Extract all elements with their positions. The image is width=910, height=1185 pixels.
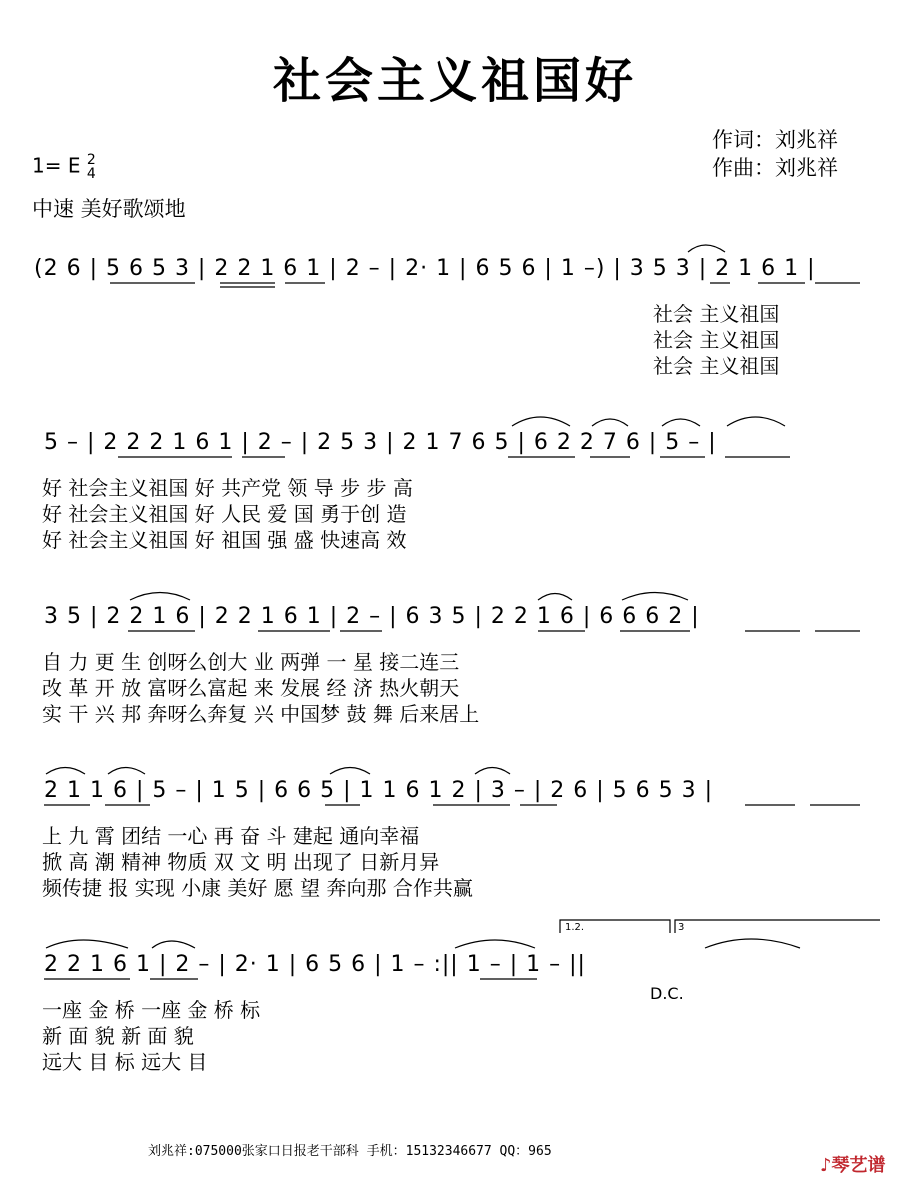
contact-footer: 刘兆祥:075000张家口日报老干部科 手机：15132346677 QQ：965 [148,1144,552,1159]
system-1-lyric-1: 社会 主义祖国 [653,302,780,326]
system-4-lyric-3: 频传捷 报 实现 小康 美好 愿 望 奔向那 合作共赢 [42,876,473,900]
system-3-lyric-3: 实 干 兴 邦 奔呀么奔复 兴 中国梦 鼓 舞 后来居上 [42,702,480,726]
song-title: 社会主义祖国好 [272,53,637,109]
volta-first-label: 1.2. [565,922,585,933]
system-4-lyric-2: 掀 高 潮 精神 物质 双 文 明 出现了 日新月异 [42,850,440,874]
system-4-lyric-1: 上 九 霄 团结 一心 再 奋 斗 建起 通向幸福 [42,824,420,848]
system-2-lyric-1: 好 社会主义祖国 好 共产党 领 导 步 步 高 [42,476,413,500]
lyricist-credit: 作词：刘兆祥 [712,128,838,152]
system-3-notes: 3 5 | 2 2 1 6 | 2 2 1 6 1 | 2 – | 6 3 5 | 2 2 1 6 | 6 6 6 2 | [44,604,700,629]
system-5-lyric-1: 一座 金 桥 一座 金 桥 标 [42,998,261,1022]
system-5-notes: 2 2 1 6 1 | 2 – | 2· 1 | 6 5 6 | 1 – :|| 1 – | 1 – || [44,952,586,977]
key-prefix: 1= E [32,153,81,178]
da-capo-mark: D.C. [650,984,684,1003]
system-1-notes: (2 6 | 5 6 5 3 | 2 2 1 6 1 | 2 – | 2· 1 | 6 5 6 | 1 –) | 3 5 3 | 2 1 6 1 | [34,256,816,281]
logo-icon: ♪ [820,1155,832,1176]
system-2-lyric-2: 好 社会主义祖国 好 人民 爱 国 勇于创 造 [42,502,407,526]
system-1-lyric-2: 社会 主义祖国 [653,328,780,352]
logo-text: 琴艺谱 [831,1155,886,1176]
system-1-lyric-3: 社会 主义祖国 [653,354,780,378]
time-denominator: 4 [86,166,96,182]
system-4-notes: 2 1 1 6 | 5 – | 1 5 | 6 6 5 | 1 1 6 1 2 | 3 – | 2 6 | 5 6 5 3 | [44,778,714,803]
system-2-lyric-3: 好 社会主义祖国 好 祖国 强 盛 快速高 效 [42,528,407,552]
site-logo [820,1151,886,1177]
system-5-lyric-2: 新 面 貌 新 面 貌 [42,1024,194,1048]
composer-credit: 作曲：刘兆祥 [712,156,838,180]
system-3-lyric-2: 改 革 开 放 富呀么富起 来 发展 经 济 热火朝天 [42,676,460,700]
system-2-notes: 5 – | 2 2 2 1 6 1 | 2 – | 2 5 3 | 2 1 7 6 5 | 6 2 2 7 6 | 5 – | [44,430,717,455]
volta-third-label: 3 [678,922,685,933]
system-5-lyric-3: 远大 目 标 远大 目 [42,1050,208,1074]
system-3-lyric-1: 自 力 更 生 创呀么创大 业 两弹 一 星 接二连三 [42,650,460,674]
tempo-marking: 中速 美好歌颂地 [32,197,186,221]
time-numerator: 2 [86,152,96,168]
